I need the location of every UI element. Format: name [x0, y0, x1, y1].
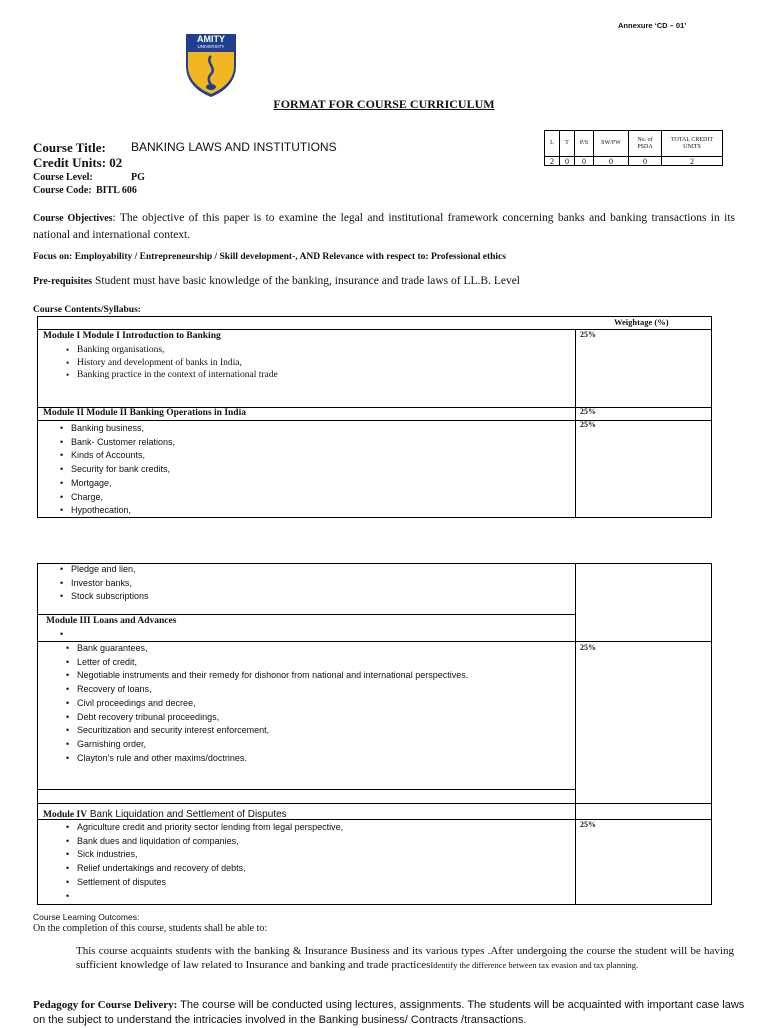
list-item: • Agriculture credit and priority sector lending from legal perspective,: [43, 821, 573, 835]
credit-table: [544, 130, 723, 166]
module-2-weight: 25%: [580, 407, 596, 416]
syllabus-label: Course Contents/Syllabus:: [33, 305, 141, 315]
module-4-prefix: Module IV: [43, 810, 88, 820]
outcomes-label: Course Learning Outcomes:: [33, 912, 140, 922]
module-4-rest: Bank Liquidation and Settlement of Disputes: [87, 809, 287, 820]
divider: [37, 420, 712, 421]
course-objectives: [33, 210, 735, 243]
credit-header: L: [545, 131, 560, 157]
course-code-label: Course Code:: [33, 185, 92, 196]
list-item: • Pledge and lien,: [37, 563, 567, 577]
list-item: • Sick industries,: [43, 848, 573, 862]
outcomes-text: [76, 944, 734, 972]
course-code-value: BITL 606: [96, 185, 137, 196]
course-level-value: PG: [131, 172, 145, 183]
credit-value: 0: [560, 157, 575, 166]
module-1-list: [43, 344, 563, 382]
module-3-list: [43, 642, 573, 765]
credit-header: TOTAL CREDIT UNITS: [662, 131, 723, 157]
list-item: • History and development of banks in India,: [43, 357, 563, 370]
credit-value: 0: [575, 157, 594, 166]
list-item: • Banking organisations,: [43, 344, 563, 357]
logo-text: AMITY: [197, 34, 225, 44]
course-level-label: Course Level:: [33, 172, 93, 183]
list-item: • Garnishing order,: [43, 738, 573, 752]
list-item: [43, 890, 573, 903]
credit-value: 0: [629, 157, 662, 166]
module-3-weight: 25%: [580, 643, 596, 652]
module-4-list: [43, 821, 573, 903]
module-4-weight: 25%: [580, 820, 596, 829]
divider: [575, 329, 576, 518]
credit-value: 2: [662, 157, 723, 166]
list-item: • Clayton’s rule and other maxims/doctrines.: [43, 752, 573, 766]
divider: [575, 563, 576, 905]
credit-header: T: [560, 131, 575, 157]
list-item: • Investor banks,: [37, 577, 567, 591]
module-3-title: Module III Loans and Advances: [46, 616, 177, 626]
list-item: • Mortgage,: [37, 477, 567, 491]
credit-units: Credit Units: 02: [33, 155, 123, 170]
list-item: • Bank guarantees,: [43, 642, 573, 656]
list-item: • Bank- Customer relations,: [37, 436, 567, 450]
course-title-value: BANKING LAWS AND INSTITUTIONS: [131, 140, 337, 154]
module-2-list-continued: [37, 563, 567, 604]
prereq-text: Student must have basic knowledge of the banking, insurance and trade laws of LL.B. Level: [92, 275, 520, 287]
module-2-list: [37, 422, 567, 518]
credit-header: P/S: [575, 131, 594, 157]
list-item: • Kinds of Accounts,: [37, 449, 567, 463]
list-item: • Banking practice in the context of international trade: [43, 369, 563, 382]
objectives-label: Course Objectives: [33, 213, 113, 224]
credit-value: 0: [594, 157, 629, 166]
divider: [37, 329, 712, 330]
list-item: [37, 628, 567, 641]
pedagogy-text: The course will be conducted using lectures, assignments. The students will be acquainted with important case laws on the subject to understand the intricacies involved in the Banking business/ Contracts /transactions.: [33, 999, 745, 1026]
objectives-text: : The objective of this paper is to examine the legal and institutional framework concerning banks and banking transactions in its national and international context.: [33, 212, 735, 241]
module-1-weight: 25%: [580, 330, 596, 339]
focus-line: Focus on: Employability / Entrepreneurship / Skill development-, AND Relevance with respect to: Professional ethics: [33, 252, 506, 262]
list-item: • Bank dues and liquidation of companies,: [43, 835, 573, 849]
list-item: • Stock subscriptions: [37, 590, 567, 604]
pedagogy-label: Pedagogy for Course Delivery:: [33, 999, 178, 1011]
module-4-title: [43, 804, 287, 822]
divider: [37, 789, 575, 790]
divider: [37, 614, 575, 615]
credit-header: No. of PSDA: [629, 131, 662, 157]
weightage-header: Weightage (%): [614, 317, 669, 327]
amity-logo: [182, 30, 240, 98]
list-item: • Civil proceedings and decree,: [43, 697, 573, 711]
outcomes-intro: On the completion of this course, students shall be able to:: [33, 923, 268, 934]
list-item: • Debt recovery tribunal proceedings,: [43, 711, 573, 725]
prerequisites: [33, 275, 520, 287]
list-item: • Hypothecation,: [37, 504, 567, 518]
list-item: • Negotiable instruments and their remedy for dishonor from national and international perspectives.: [43, 669, 573, 683]
course-title-label: Course Title:: [33, 140, 106, 155]
module-2-weight-repeat: 25%: [580, 420, 596, 429]
list-item: • Banking business,: [37, 422, 567, 436]
list-item: • Relief undertakings and recovery of debts,: [43, 862, 573, 876]
list-item: • Charge,: [37, 491, 567, 505]
list-item: • Securitization and security interest enforcement,: [43, 724, 573, 738]
list-item: • Settlement of disputes: [43, 876, 573, 890]
credit-value: 2: [545, 157, 560, 166]
document-title: FORMAT FOR COURSE CURRICULUM: [273, 97, 495, 111]
list-item: • Recovery of loans,: [43, 683, 573, 697]
list-item: • Letter of credit,: [43, 656, 573, 670]
prereq-label: Pre-requisites: [33, 276, 93, 287]
outcomes-small: Identify the difference between tax evasion and tax planning.: [430, 960, 639, 970]
outcomes-main: This course acquaints students with the banking & Insurance Business and its various types .After undergoing the course the student will be having sufficient knowledge of law related to Insurance and banking and trade practices: [76, 945, 734, 971]
module-2-title: Module II Module II Banking Operations in India: [43, 408, 246, 418]
module-1-title: Module I Module I Introduction to Banking: [43, 331, 221, 341]
logo-subtext: UNIVERSITY: [197, 44, 225, 49]
annexure-label: Annexure ‘CD – 01’: [618, 21, 687, 30]
module-3-empty-bullet: [37, 628, 567, 641]
list-item: • Security for bank credits,: [37, 463, 567, 477]
credit-header: SW/FW: [594, 131, 629, 157]
